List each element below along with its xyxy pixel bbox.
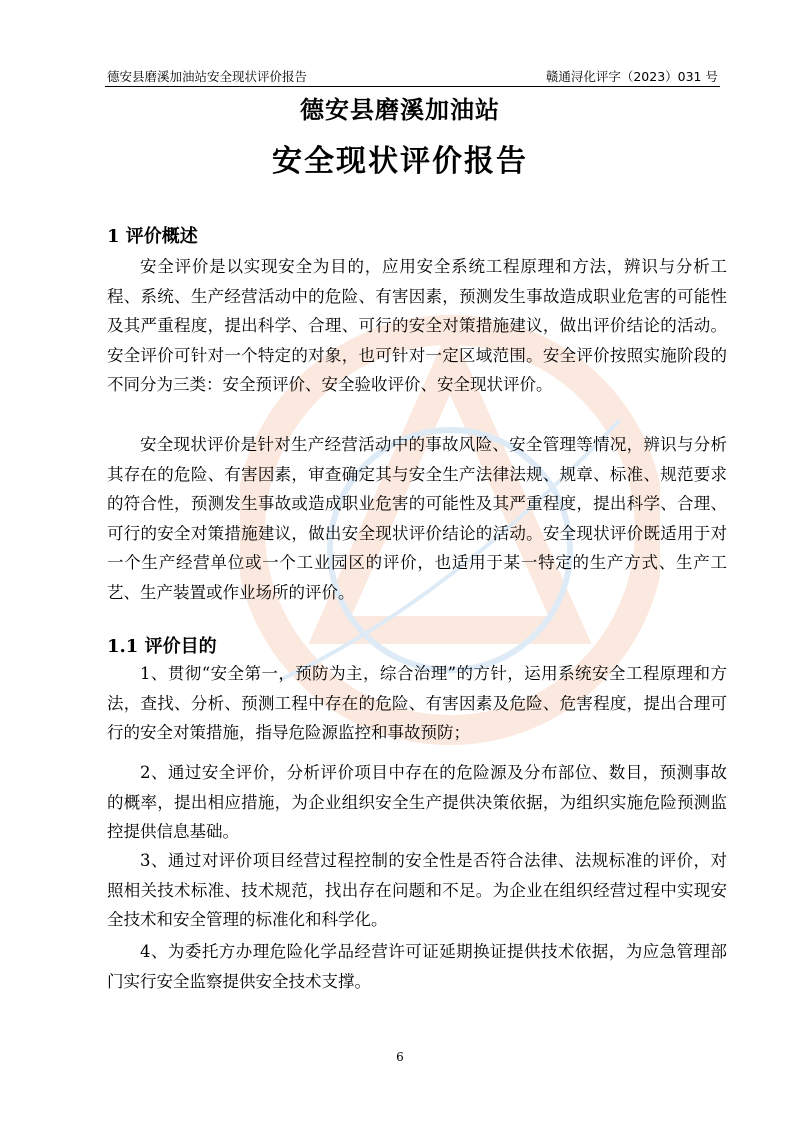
section-1-paragraph-1: 安全评价是以实现安全为目的，应用安全系统工程原理和方法，辨识与分析工程、系统、生产经营活动中的危险、有害因素，预测发生事故造成职业危害的可能性及其严重程度，提出科学、合理、可行的安全对策措施建议，做出评价结论的活动。安全评价可针对一个特定的对象，也可针对一定区域范围。安全评价按照实施阶段的不同分为三类：安全预评价、安全验收评价、安全现状评价。 [107,257,727,395]
running-header [105,64,720,87]
header-report-title: 德安县磨溪加油站安全现状评价报告 [107,69,308,84]
purpose-item-3: 3、通过对评价项目经营过程控制的安全性是否符合法律、法规标准的评价，对照相关技术标准、技术规范，找出存在问题和不足。为企业在组织经营过程中实现安全技术和安全管理的标准化和科学化。 [107,851,727,930]
document-title-line2: 安全现状评价报告 [272,144,528,179]
section-1-heading: 1 评价概述 [107,226,198,247]
header-document-number: 赣通浔化评字（2023）031 号 [545,69,718,84]
section-1-1-heading: 1.1 评价目的 [107,636,217,657]
document-title-line1: 德安县磨溪加油站 [300,95,500,124]
purpose-item-1: 1、贯彻“安全第一，预防为主，综合治理”的方针，运用系统安全工程原理和方法，查找、分析、预测工程中存在的危险、有害因素及危险、危害程度，提出合理可行的安全对策措施，指导危险源监控和事故预防； [107,664,727,743]
purpose-item-2: 2、通过安全评价，分析评价项目中存在的危险源及分布部位、数目，预测事故的概率，提出相应措施，为企业组织安全生产提供决策依据，为组织实施危险预测监控提供信息基础。 [107,763,727,842]
page-number: 6 [396,1050,404,1064]
section-1-paragraph-2: 安全现状评价是针对生产经营活动中的事故风险、安全管理等情况，辨识与分析其存在的危险、有害因素，审查确定其与安全生产法律法规、规章、标准、规范要求的符合性，预测发生事故或造成职业危害的可能性及其严重程度，提出科学、合理、可行的安全对策措施建议，做出安全现状评价结论的活动。安全现状评价既适用于对一个生产经营单位或一个工业园区的评价，也适用于某一特定的生产方式、生产工艺、生产装置或作业场所的评价。 [107,435,727,602]
purpose-item-4: 4、为委托方办理危险化学品经营许可证延期换证提供技术依据，为应急管理部门实行安全监察提供安全技术支撑。 [107,942,727,991]
